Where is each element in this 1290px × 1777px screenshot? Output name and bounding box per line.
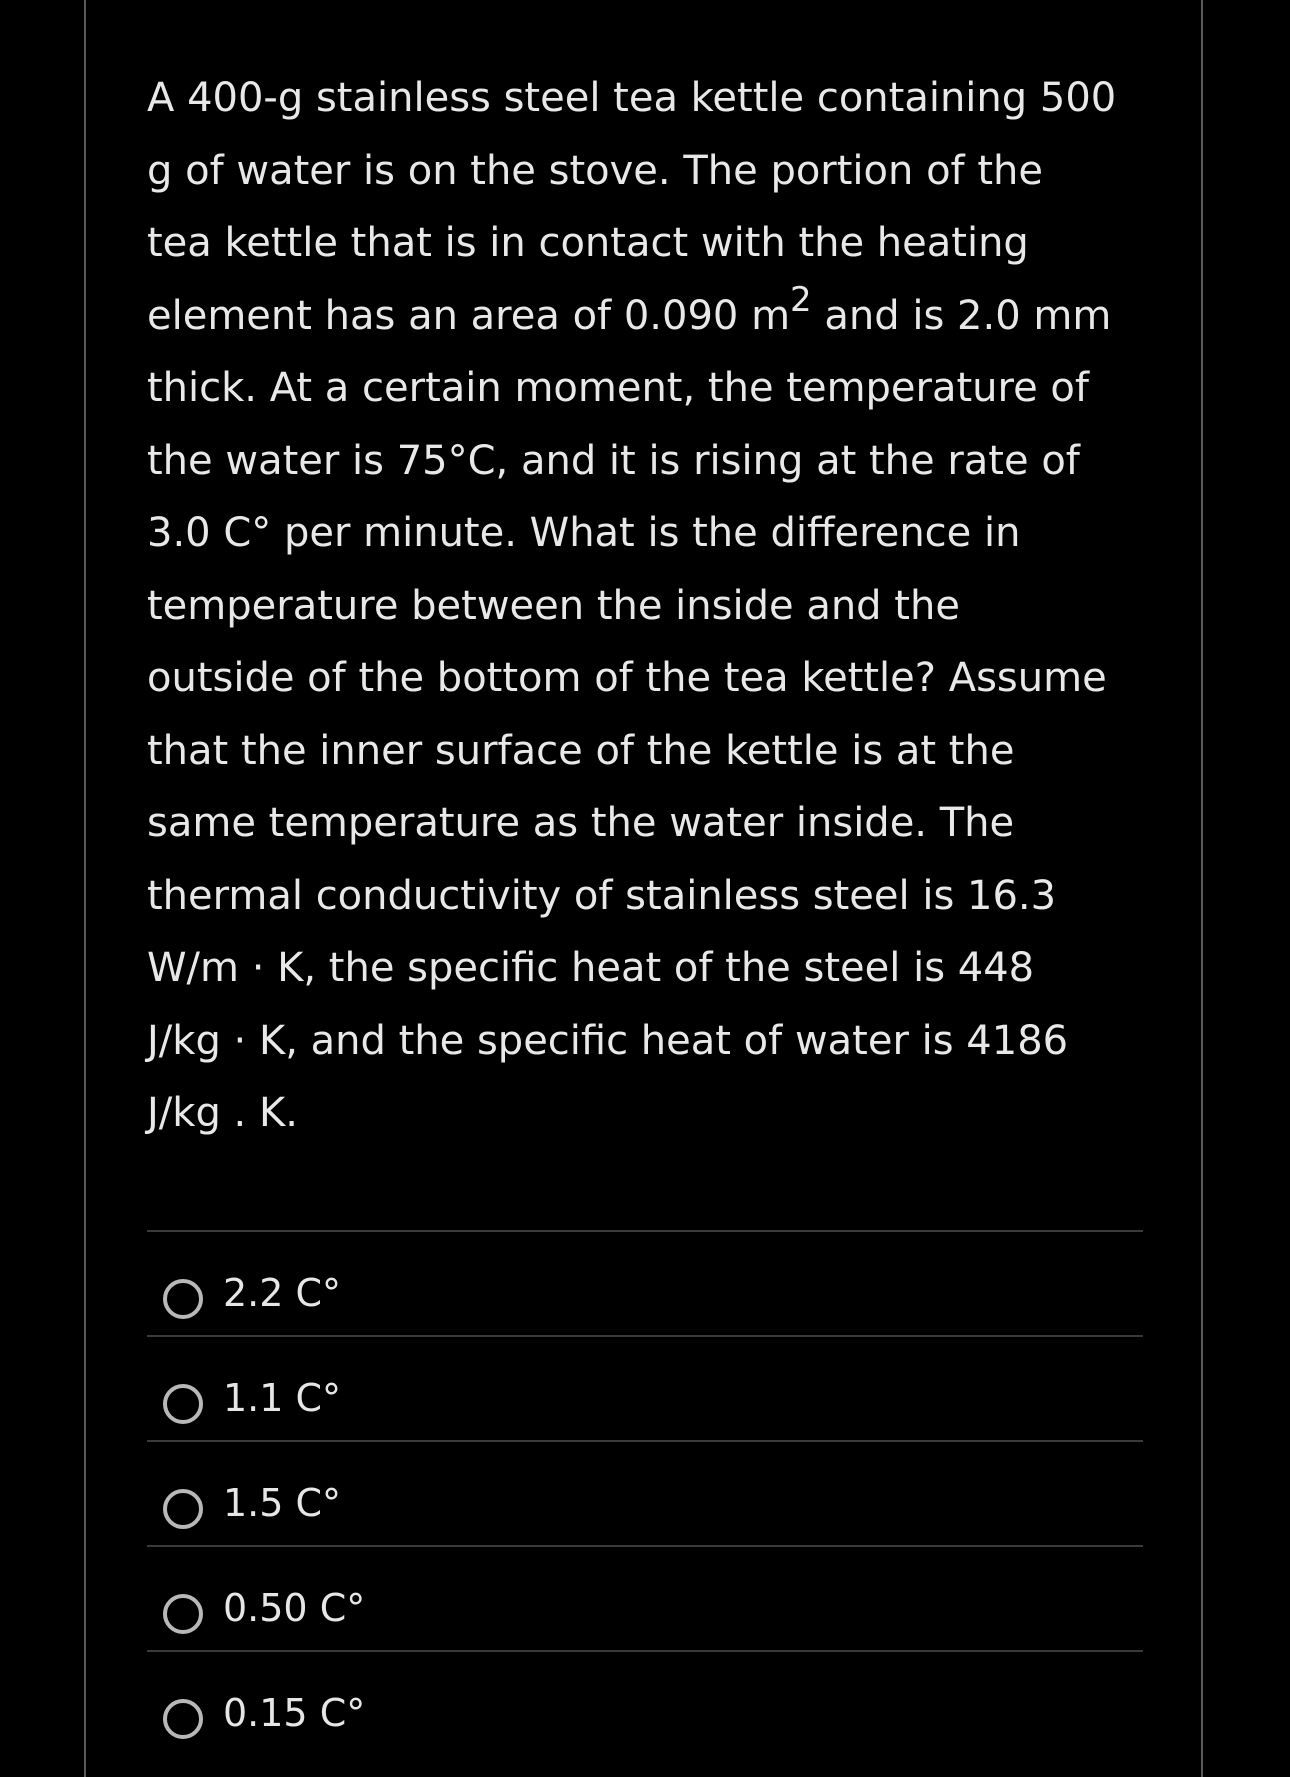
answer-option-label[interactable]: 0.50 C° (223, 1586, 366, 1630)
answer-option[interactable] (147, 1440, 1143, 1545)
question-line-part: and is 2.0 mm (811, 292, 1112, 339)
answer-option-label[interactable]: 1.1 C° (223, 1376, 342, 1420)
answer-option[interactable] (147, 1650, 1143, 1755)
radio-button[interactable] (163, 1279, 203, 1319)
question-line: thermal conductivity of stainless steel is 16.3 (147, 872, 1057, 919)
question-line: J/kg · K, and the specific heat of water is 4186 (147, 1017, 1069, 1064)
question-line: 3.0 C° per minute. What is the difference in (147, 510, 1021, 556)
answer-option-label[interactable]: 2.2 C° (223, 1271, 342, 1315)
question-line: J/kg . K. (147, 1090, 298, 1136)
question-line: the water is 75°C, and it is rising at the rate of (147, 437, 1080, 484)
question-line: same temperature as the water inside. The (147, 800, 1015, 846)
question-line: g of water is on the stove. The portion of the (147, 147, 1043, 194)
radio-button[interactable] (163, 1384, 203, 1424)
answer-option[interactable] (147, 1335, 1143, 1440)
answer-option[interactable] (147, 1230, 1143, 1335)
question-line: thick. At a certain moment, the temperature of (147, 365, 1089, 411)
radio-button[interactable] (163, 1699, 203, 1739)
answer-option[interactable] (147, 1545, 1143, 1650)
question-line: outside of the bottom of the tea kettle? Assume (147, 655, 1107, 701)
radio-button[interactable] (163, 1489, 203, 1529)
question-text (147, 62, 1147, 1150)
question-line: W/m · K, the specific heat of the steel is 448 (147, 945, 1035, 991)
answer-options (147, 1230, 1143, 1755)
question-line: that the inner surface of the kettle is at the (147, 727, 1015, 774)
radio-button[interactable] (163, 1594, 203, 1634)
question-line-part: element has an area of 0.090 m (147, 292, 791, 339)
answer-option-label[interactable]: 0.15 C° (223, 1691, 366, 1735)
superscript: 2 (790, 279, 812, 320)
question-line: tea kettle that is in contact with the heating (147, 220, 1029, 266)
question-line (147, 280, 1147, 353)
question-line: temperature between the inside and the (147, 582, 960, 629)
answer-option-label[interactable]: 1.5 C° (223, 1481, 342, 1525)
question-line: A 400-g stainless steel tea kettle containing 500 (147, 75, 1117, 121)
